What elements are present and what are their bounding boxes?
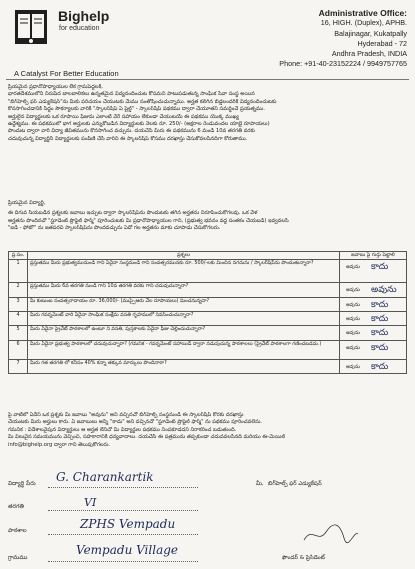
table-row [9,283,407,298]
intro-line: ఉద్దేశ్యము. ఈ పథకములో భాగ అర్హులకు ఎన్నుకోబడిన విద్యార్థులకు నెలకు రూ. 250/- (అక్షరాల రెండువందల యాభై రూపాయలు) [8,121,270,128]
instruction-line: అర్హతను పొందినచో "స్టూడెంట్ ప్రొఫైల్ ఫార్మ్" పూరించుటకు మీ ప్రధానోపాధ్యాయుల గాని, (ప్రభుత్వ భవనం వద్ద సంతకం చేయబడి) ఇవ్వవలసి [8,217,289,224]
closing-line: మీ విలువైన సమయమును వెచ్చించి, సహకారానికి ధన్యవాదాలు. దయచేసి ఈ పత్రమును తప్పకుండా చదువవలసినది మరియు ఈ-మెయిల్ [8,434,286,441]
phone-line: Phone: +91-40-23152224 / 9949757765 [279,59,407,69]
table-row [9,360,407,374]
village-label: గ్రామము [8,555,28,561]
intro-section [8,84,407,143]
intro-line: చదువుచున్న విద్యార్థినీ విద్యార్థులకు పంపిణీ చేసి వారిని ఈ స్కాలర్‌షిప్ కోసము దరఖాస్తు చేసుకోవలసినదిగా కోరుతాము. [8,135,248,142]
table-header-row [9,252,407,260]
class-value[interactable]: VI [84,496,97,509]
tagline: A Catalyst For Better Education [14,69,119,78]
intro-line: "బిగ్‌హెల్ప్ ఫర్ ఎడ్యుకేషన్"ను మీకు పరిచయం చేయుటకు మేము సంతోషించుచున్నాము. అర్హత కలిగిన బిడ్డలందరికీ విద్యనందించుటకు [8,98,277,105]
handwritten-mark: కాదు [371,262,389,272]
yes-option: అవును [346,330,360,336]
handwritten-mark: కాదు [371,300,389,310]
handwritten-mark: కాదు [371,343,389,353]
yes-option: అవును [346,264,360,270]
class-line [48,510,198,511]
row-number: 3 [9,298,28,312]
handwritten-mark: అవును [371,285,397,295]
salutation: ప్రియమైన ప్రధానోపాధ్యాయుల లేక గ్రామపెద్దలకి, [8,84,103,90]
question-text: మీరు గత తరగతి లో కనీసం 40% కన్నా తక్కువ మార్కులు పొందినారా? [28,360,340,374]
header-question: ప్రశ్నలు [28,252,340,260]
question-text: మీరు గవర్నమెంట్ వారి ఏదైనా సాంఘిక సంక్షేమ వసతి గృహములో నివసించుచున్నారా? [28,312,340,326]
closing-line: చేయుటకు మీరు అర్హులు కారు. ఏ జవాబులు అన్నీ "కాదు" అని వచ్చినచో "స్టూడెంట్ ప్రొఫైల్ ఫార్మ్" ను పథకము పూరించవలెను. [8,419,263,426]
intro-line: భారతదేశములోని నిరుపేద బాలబాలికలు ఉన్నతమైన విద్యనందించుట కోసమని పాటుపడుతున్న సాంఘిక సేవా సంస్థ అయిన [8,91,255,98]
handwritten-mark: కాదు [371,314,389,324]
row-number: 5 [9,326,28,341]
question-text: ప్రస్తుతము మీరు ప్రభుత్వమునుండి గాని ఏదైనా సంస్థనుండి గాని సంవత్సరమునకు రూ. 500/-లకు మించిన నగదును / స్కాలర్‌షిప్‌ను పొందుతున్నారా? [28,260,340,283]
intro-line: అర్హులైన విద్యార్థులకు ఒక రూపాయి ఫీజును ఎలాంటి వేరే సహాయం లేకుండా చేయుటయే ఈ పథకము యొక్క ముఖ్య [8,113,239,120]
school-line [48,534,198,535]
school-label: పాఠశాల [8,528,27,534]
name-line [48,487,198,488]
village-line [48,561,198,562]
yes-option: అవును [346,345,360,351]
address-line: Balajinagar, Kukatpally [334,28,407,38]
student-section [8,200,407,233]
row-number: 1 [9,260,28,283]
answer-cell[interactable] [340,360,407,374]
row-number: 4 [9,312,28,326]
table-row [9,298,407,312]
closing-line: info@bighelp.org ద్వారా గాని తెలుపుకోగలరు. [8,441,111,448]
brand-name: Bighelp [58,8,110,24]
address-line: Andhra Pradesh, INDIA [331,49,407,59]
student-name-value[interactable]: G. Charankartik [56,470,154,484]
yes-option: అవును [346,287,360,293]
answer-cell[interactable] [340,283,407,298]
signature-title: ఫౌండర్ & ప్రెసిడెంట్ [282,555,325,561]
closing-section [8,412,407,449]
brand-subtitle: for education [59,25,100,32]
header-divider [6,79,409,80]
signature-scribble [300,520,360,548]
row-number: 2 [9,283,28,298]
closing-line: పై వాటిలో ఏదేని ఒక ప్రశ్నకు మీ జవాబు "అవును" అని వచ్చినచో బిగ్‌హెల్ప్ సంస్థనుండి ఈ స్కాలర్‌షిప్ కొరకు దరఖాస్తు [8,412,244,418]
office-title: Administrative Office: [318,8,407,18]
yes-option: అవును [346,302,360,308]
intro-line: పొందుట ద్వారా వారి విద్యా జీవితమును కొనసాగించ వచ్చును. దయచేసి మీరు ఈ పథకమును 6 మండి 10వ తరగతి వరకు [8,128,255,135]
header-no: ప్ర.సం. [9,252,28,260]
question-text: మీరు ఏదైనా ప్రభుత్వ పాఠశాలలో చదువుచున్నారా? (గమనిక - గవర్నమెంట్ సహాయిడ్ ద్వారా నడుపుచున్న పాఠశాలలు (ప్రైవేట్ పాఠశాలగా గణించబడదు.) [28,341,340,360]
question-text: మీ కుటుంబ సంవత్సరాదాయం రూ. 36,000/- (ముప్పైఆరు వేల రూపాయలు) మించనున్నదా? [28,298,340,312]
answer-cell[interactable] [340,326,407,341]
class-label: తరగతి [8,504,24,510]
address-line: Hyderabad - 72 [357,38,407,48]
handwritten-mark: కాదు [371,362,389,372]
address-line: 16, HIGH. (Duplex), APHB. [320,18,407,28]
answer-cell[interactable] [340,312,407,326]
header-answer: జవాబు పై గుర్తు పెట్టాలి [340,252,407,260]
answer-cell[interactable] [340,260,407,283]
school-value[interactable]: ZPHS Vempadu [80,517,176,531]
student-name-label: విద్యార్థి పేరు [8,481,36,487]
instruction-line: ఈ దిగువ సీయబడిన ప్రశ్నలకు జవాబు ఇచ్చుట ద్వారా స్కాలర్‌షిప్‌ను పొందుటకు తగిన అర్హతను నిరూపించుకోగలవు. ఒక వేళ [8,210,258,217]
office-address-block [279,8,407,70]
answer-cell[interactable] [340,341,407,360]
table-row [9,312,407,326]
row-number: 7 [9,360,28,374]
row-number: 6 [9,341,28,360]
village-value[interactable]: Vempadu Village [76,543,179,557]
yes-option: అవును [346,316,360,322]
question-text: ప్రస్తుతము మీరు 6వ తరగతి నుండి గాని 10వ తరగతి వరకు గాని చదువుచున్నారా? [28,283,340,298]
closing-line: గమనిక : విదేశాలవైపున విద్యార్థులు ఆ అర్హత లేనిచో మీ విద్యార్థుల పథకము నింపకూడదని నిరాకరించ బడుతుంది. [8,426,237,433]
table-row [9,260,407,283]
yes-option: అవును [346,364,360,370]
signature-org: బిగ్‌హెల్ప్ ఫర్ ఎడ్యుకేషన్ [268,481,322,487]
instruction-line: "ఐడి - ఫోటో" ను జతపరచి స్కాలర్‌షిప్‌ను పొందవచ్చును ఏదో గల అర్హతను మాకు చూపాడు చేసుకోగలరు. [8,225,221,232]
eligibility-table [8,251,407,374]
question-text: మీరు ఏదైనా ప్రైవేట్ పాఠశాలలో ఉంటూ ని వసతి, పుస్తకాలకు ఏదైనా ఫీజు చెల్లించుచున్నారా? [28,326,340,341]
signature-thanks: మీ, [256,481,264,487]
handwritten-mark: కాదు [371,328,389,338]
table-row [9,341,407,360]
answer-cell[interactable] [340,298,407,312]
student-salutation: ప్రియమైన విద్యార్థి, [8,200,46,206]
intro-line: కొనసాగించడానికి సిద్ధం సౌకర్యాలకు వారికి "స్కాలర్‌షిప్ ఏ షైల్డ్" - స్కాలర్‌షిప్ పథకము ద్వారా చేయూతని సమర్థించే ప్రయత్నము. [8,106,265,113]
table-row [9,326,407,341]
book-logo-icon [14,8,48,46]
